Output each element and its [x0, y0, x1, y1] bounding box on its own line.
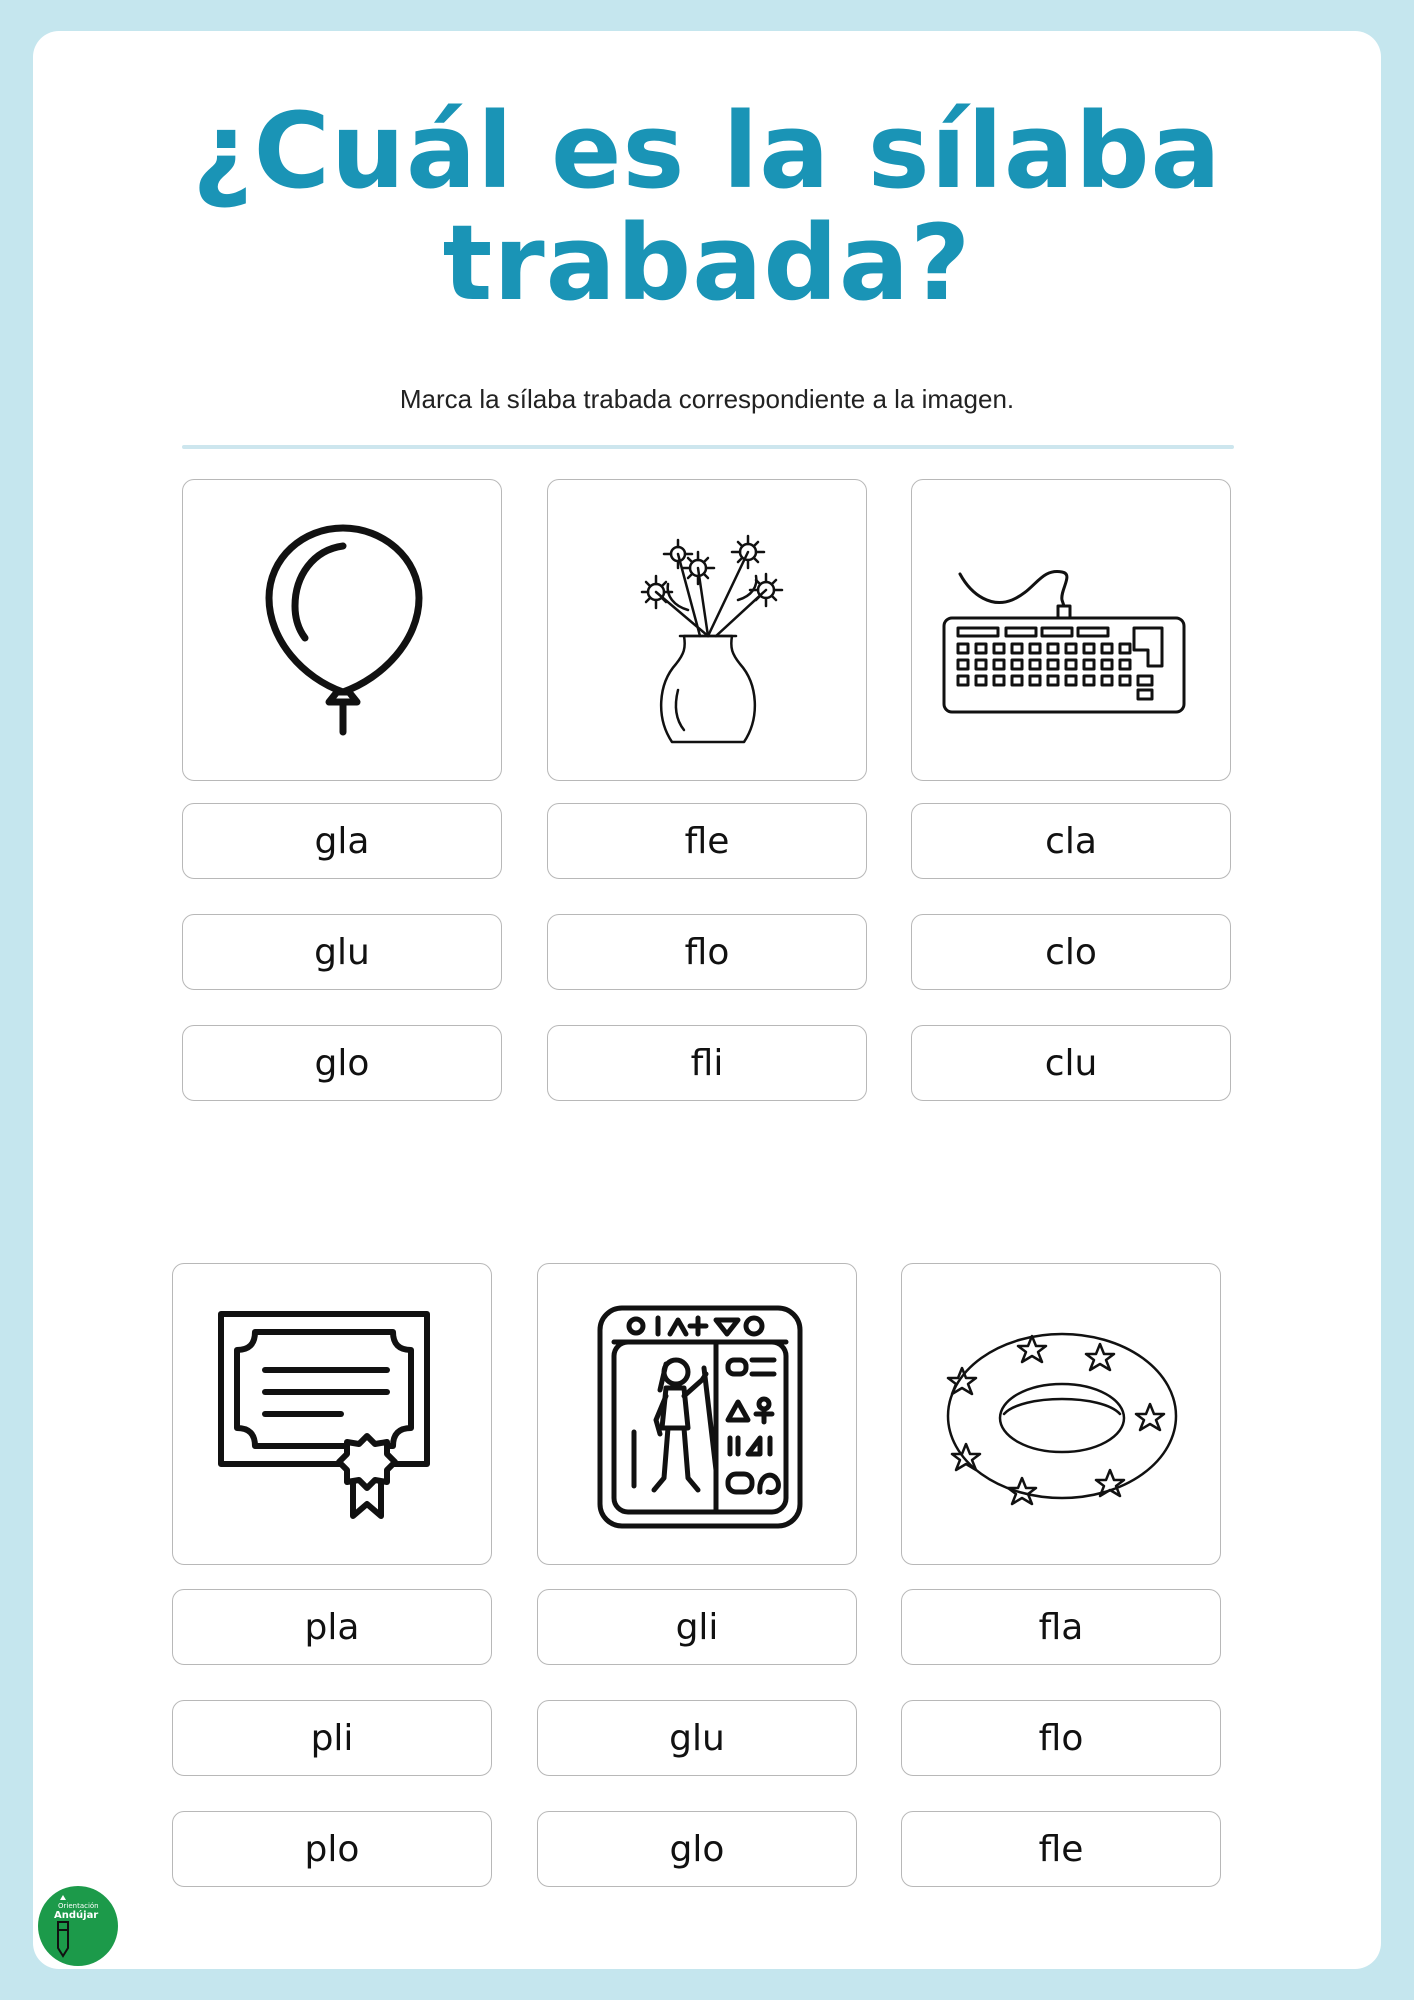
instruction-text: Marca la sílaba trabada correspondiente a la imagen.	[399, 384, 1015, 414]
keyboard-icon	[912, 480, 1232, 782]
image-card-swim-ring	[901, 1263, 1221, 1565]
image-card-diploma	[172, 1263, 492, 1565]
flower-vase-icon	[548, 480, 868, 782]
option-button[interactable]: cla	[911, 803, 1231, 879]
option-button[interactable]: fle	[901, 1811, 1221, 1887]
balloon-icon	[183, 480, 503, 782]
image-card-balloon	[182, 479, 502, 781]
image-card-hieroglyphs	[537, 1263, 857, 1565]
option-button[interactable]: clu	[911, 1025, 1231, 1101]
option-button[interactable]: pla	[172, 1589, 492, 1665]
title-line-1: ¿Cuál es la sílaba	[192, 90, 1222, 212]
divider	[182, 445, 1234, 449]
swim-ring-icon	[902, 1264, 1222, 1566]
option-button[interactable]: glu	[537, 1700, 857, 1776]
option-button[interactable]: gla	[182, 803, 502, 879]
logo-line-2: Andújar	[54, 1910, 99, 1921]
option-button[interactable]: fli	[547, 1025, 867, 1101]
option-button[interactable]: glo	[537, 1811, 857, 1887]
image-card-keyboard	[911, 479, 1231, 781]
option-button[interactable]: glu	[182, 914, 502, 990]
pencil-icon	[38, 1886, 118, 1966]
logo-line-1: Orientación	[58, 1902, 99, 1910]
option-button[interactable]: gli	[537, 1589, 857, 1665]
option-button[interactable]: pli	[172, 1700, 492, 1776]
image-card-flowers	[547, 479, 867, 781]
page-title	[0, 90, 1414, 324]
brand-logo	[38, 1886, 118, 1966]
title-line-2: trabada?	[442, 202, 972, 324]
option-button[interactable]: plo	[172, 1811, 492, 1887]
option-button[interactable]: flo	[547, 914, 867, 990]
option-button[interactable]: fle	[547, 803, 867, 879]
option-button[interactable]: flo	[901, 1700, 1221, 1776]
option-button[interactable]: glo	[182, 1025, 502, 1101]
diploma-icon	[173, 1264, 493, 1566]
hieroglyph-tablet-icon	[538, 1264, 858, 1566]
option-button[interactable]: fla	[901, 1589, 1221, 1665]
option-button[interactable]: clo	[911, 914, 1231, 990]
